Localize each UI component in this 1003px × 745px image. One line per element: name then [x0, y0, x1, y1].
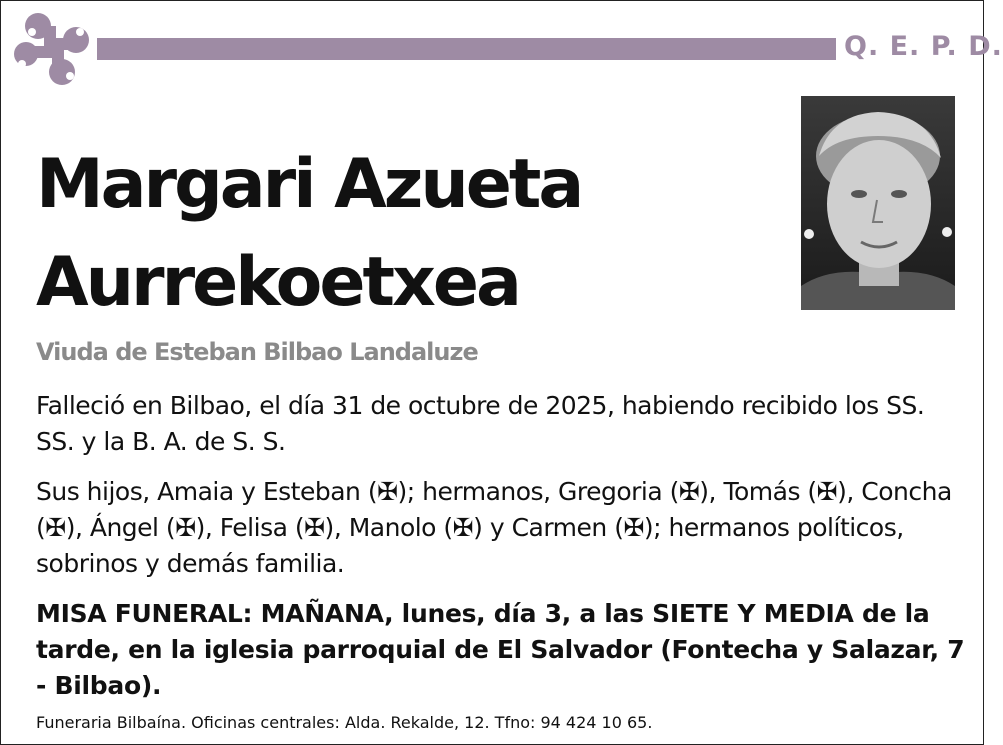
- qepd-label: Q. E. P. D.: [844, 31, 1003, 62]
- lauburu-logo-icon: [14, 10, 94, 86]
- widow-subtitle: Viuda de Esteban Bilbao Landaluze: [36, 338, 478, 366]
- name-line-1: Margari Azueta: [36, 145, 582, 224]
- deceased-name: [36, 136, 776, 332]
- family-paragraph: Sus hijos, Amaia y Esteban (✠); hermanos, Gregoria (✠), Tomás (✠), Concha (✠), Ángel (✠), Felisa (✠), Manolo (✠) y Carmen (✠); hermanos políticos, sobrinos y demás familia.: [36, 477, 952, 578]
- funeral-mass-paragraph: MISA FUNERAL: MAÑANA, lunes, día 3, a las SIETE Y MEDIA de la tarde, en la iglesia parroquial de El Salvador (Fontecha y Salazar, 7 - Bilbao).: [36, 599, 965, 700]
- death-notice-paragraph: Falleció en Bilbao, el día 31 de octubre de 2025, habiendo recibido los SS. SS. y la B. A. de S. S.: [36, 391, 925, 456]
- header-rule: [97, 38, 836, 60]
- name-line-2: Aurrekoetxea: [36, 243, 519, 322]
- portrait-photo: [801, 96, 955, 310]
- funeral-home-footer: Funeraria Bilbaína. Oficinas centrales: Alda. Rekalde, 12. Tfno: 94 424 10 65.: [36, 713, 653, 732]
